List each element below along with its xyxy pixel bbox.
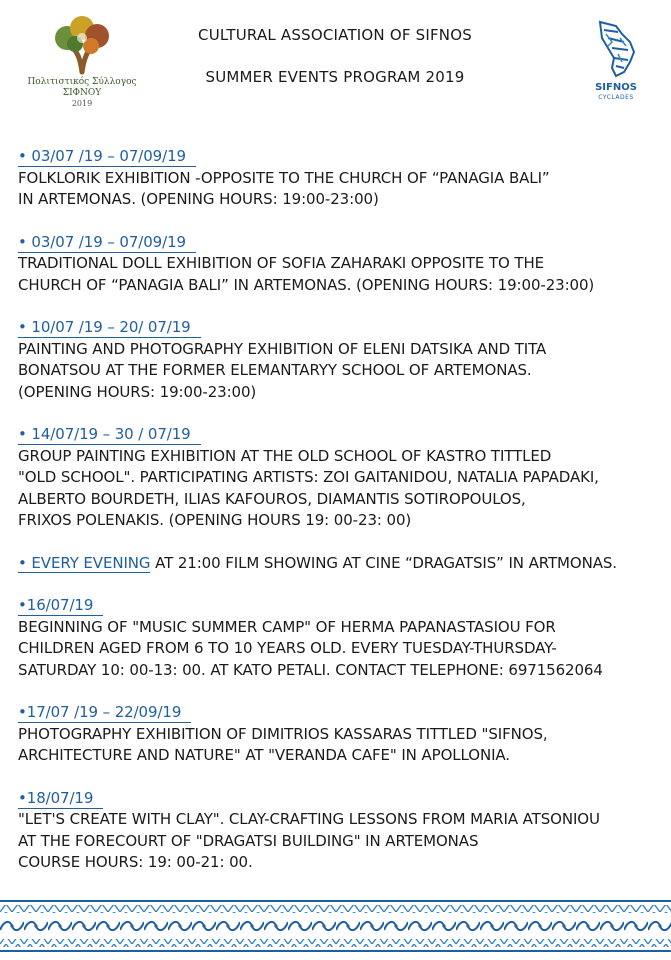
event-date: • 14/07/19 – 30 / 07/19: [18, 425, 201, 445]
event-date: •18/07/19: [18, 789, 103, 809]
event-line: TRADITIONAL DOLL EXHIBITION OF SOFIA ZAHARAKI OPPOSITE TO THE: [18, 254, 545, 272]
logo-sublabel: CYCLADES: [598, 94, 634, 101]
event-line: GROUP PAINTING EXHIBITION AT THE OLD SCHOOL OF KASTRO TITTLED: [18, 446, 552, 465]
event-line: COURSE HOURS: 19: 00-21: 00.: [18, 853, 253, 871]
event-line: BONATSOU AT THE FORMER ELEMANTARYY SCHOOL OF ARTEMONAS.: [18, 361, 532, 379]
event-date: •16/07/19: [18, 596, 103, 616]
association-logo: [22, 14, 142, 114]
event-line: AT 21:00 FILM SHOWING AT CINE “DRAGATSIS” IN ARTMONAS.: [150, 553, 617, 572]
logo-caption: Πολιτιστικός Σύλλογος ΣΙΦΝΟΥ: [27, 77, 137, 98]
event-line: ALBERTO BOURDETH, ILIAS KAFOUROS, DIAMANTIS SOTIROPOULOS,: [18, 489, 526, 508]
event-date: • 03/07 /19 – 07/09/19: [18, 233, 196, 253]
event-item-every-evening: [18, 553, 663, 575]
event-item: [18, 702, 663, 767]
event-item: [18, 595, 663, 681]
event-line: IN ARTEMONAS. (OPENING HOURS: 19:00-23:00): [18, 190, 379, 208]
island-map-icon: [586, 18, 646, 80]
event-date: • 03/07 /19 – 07/09/19: [18, 147, 196, 167]
decorative-border: [0, 896, 671, 960]
logo-label: SIFNOS: [595, 82, 637, 93]
tree-logo-icon: [47, 14, 117, 76]
event-item: [18, 146, 663, 211]
event-line: AT THE FORECOURT OF "DRAGATSI BUILDING" IN ARTEMONAS: [18, 831, 479, 850]
event-line: "LET'S CREATE WITH CLAY". CLAY-CRAFTING LESSONS FROM MARIA ATSONIOU: [18, 810, 600, 828]
event-date: •17/07 /19 – 22/09/19: [18, 703, 191, 723]
event-line: PAINTING AND PHOTOGRAPHY EXHIBITION OF ELENI DATSIKA AND TITA: [18, 339, 547, 358]
event-line: PHOTOGRAPHY EXHIBITION OF DIMITRIOS KASSARAS TITTLED "SIFNOS,: [18, 724, 548, 743]
event-item: [18, 424, 663, 532]
event-line: SATURDAY 10: 00-13: 00. AT KATO PETALI. CONTACT TELEPHONE: 6971562064: [18, 660, 603, 679]
page-title: CULTURAL ASSOCIATION OF SIFNOS: [198, 26, 472, 44]
page-subtitle: SUMMER EVENTS PROGRAM 2019: [205, 68, 465, 86]
event-line: CHILDREN AGED FROM 6 TO 10 YEARS OLD. EVERY TUESDAY-THURSDAY-: [18, 639, 557, 657]
event-line: BEGINNING OF "MUSIC SUMMER CAMP" OF HERMA PAPANASTASIOU FOR: [18, 617, 556, 636]
event-line: "OLD SCHOOL". PARTICIPATING ARTISTS: ZOI GAITANIDOU, NATALIA PAPADAKI,: [18, 468, 599, 486]
event-line: CHURCH OF “PANAGIA BALI” IN ARTEMONAS. (OPENING HOURS: 19:00-23:00): [18, 275, 595, 294]
event-line: ARCHITECTURE AND NATURE" AT "VERANDA CAFE" IN APOLLONIA.: [18, 746, 510, 764]
event-date: • EVERY EVENING: [18, 553, 151, 572]
events-list: [18, 146, 663, 874]
header: [0, 0, 671, 120]
logo-year: 2019: [71, 99, 93, 108]
event-line: FRIXOS POLENAKIS. (OPENING HOURS 19: 00-23: 00): [18, 511, 412, 529]
sifnos-logo: [576, 18, 656, 113]
event-item: [18, 788, 663, 874]
event-item: [18, 317, 663, 403]
event-item: [18, 232, 663, 297]
event-date: • 10/07 /19 – 20/ 07/19: [18, 318, 201, 338]
event-line: (OPENING HOURS: 19:00-23:00): [18, 382, 257, 401]
event-line: FOLKLORIK EXHIBITION -OPPOSITE TO THE CHURCH OF “PANAGIA BALI”: [18, 168, 550, 187]
